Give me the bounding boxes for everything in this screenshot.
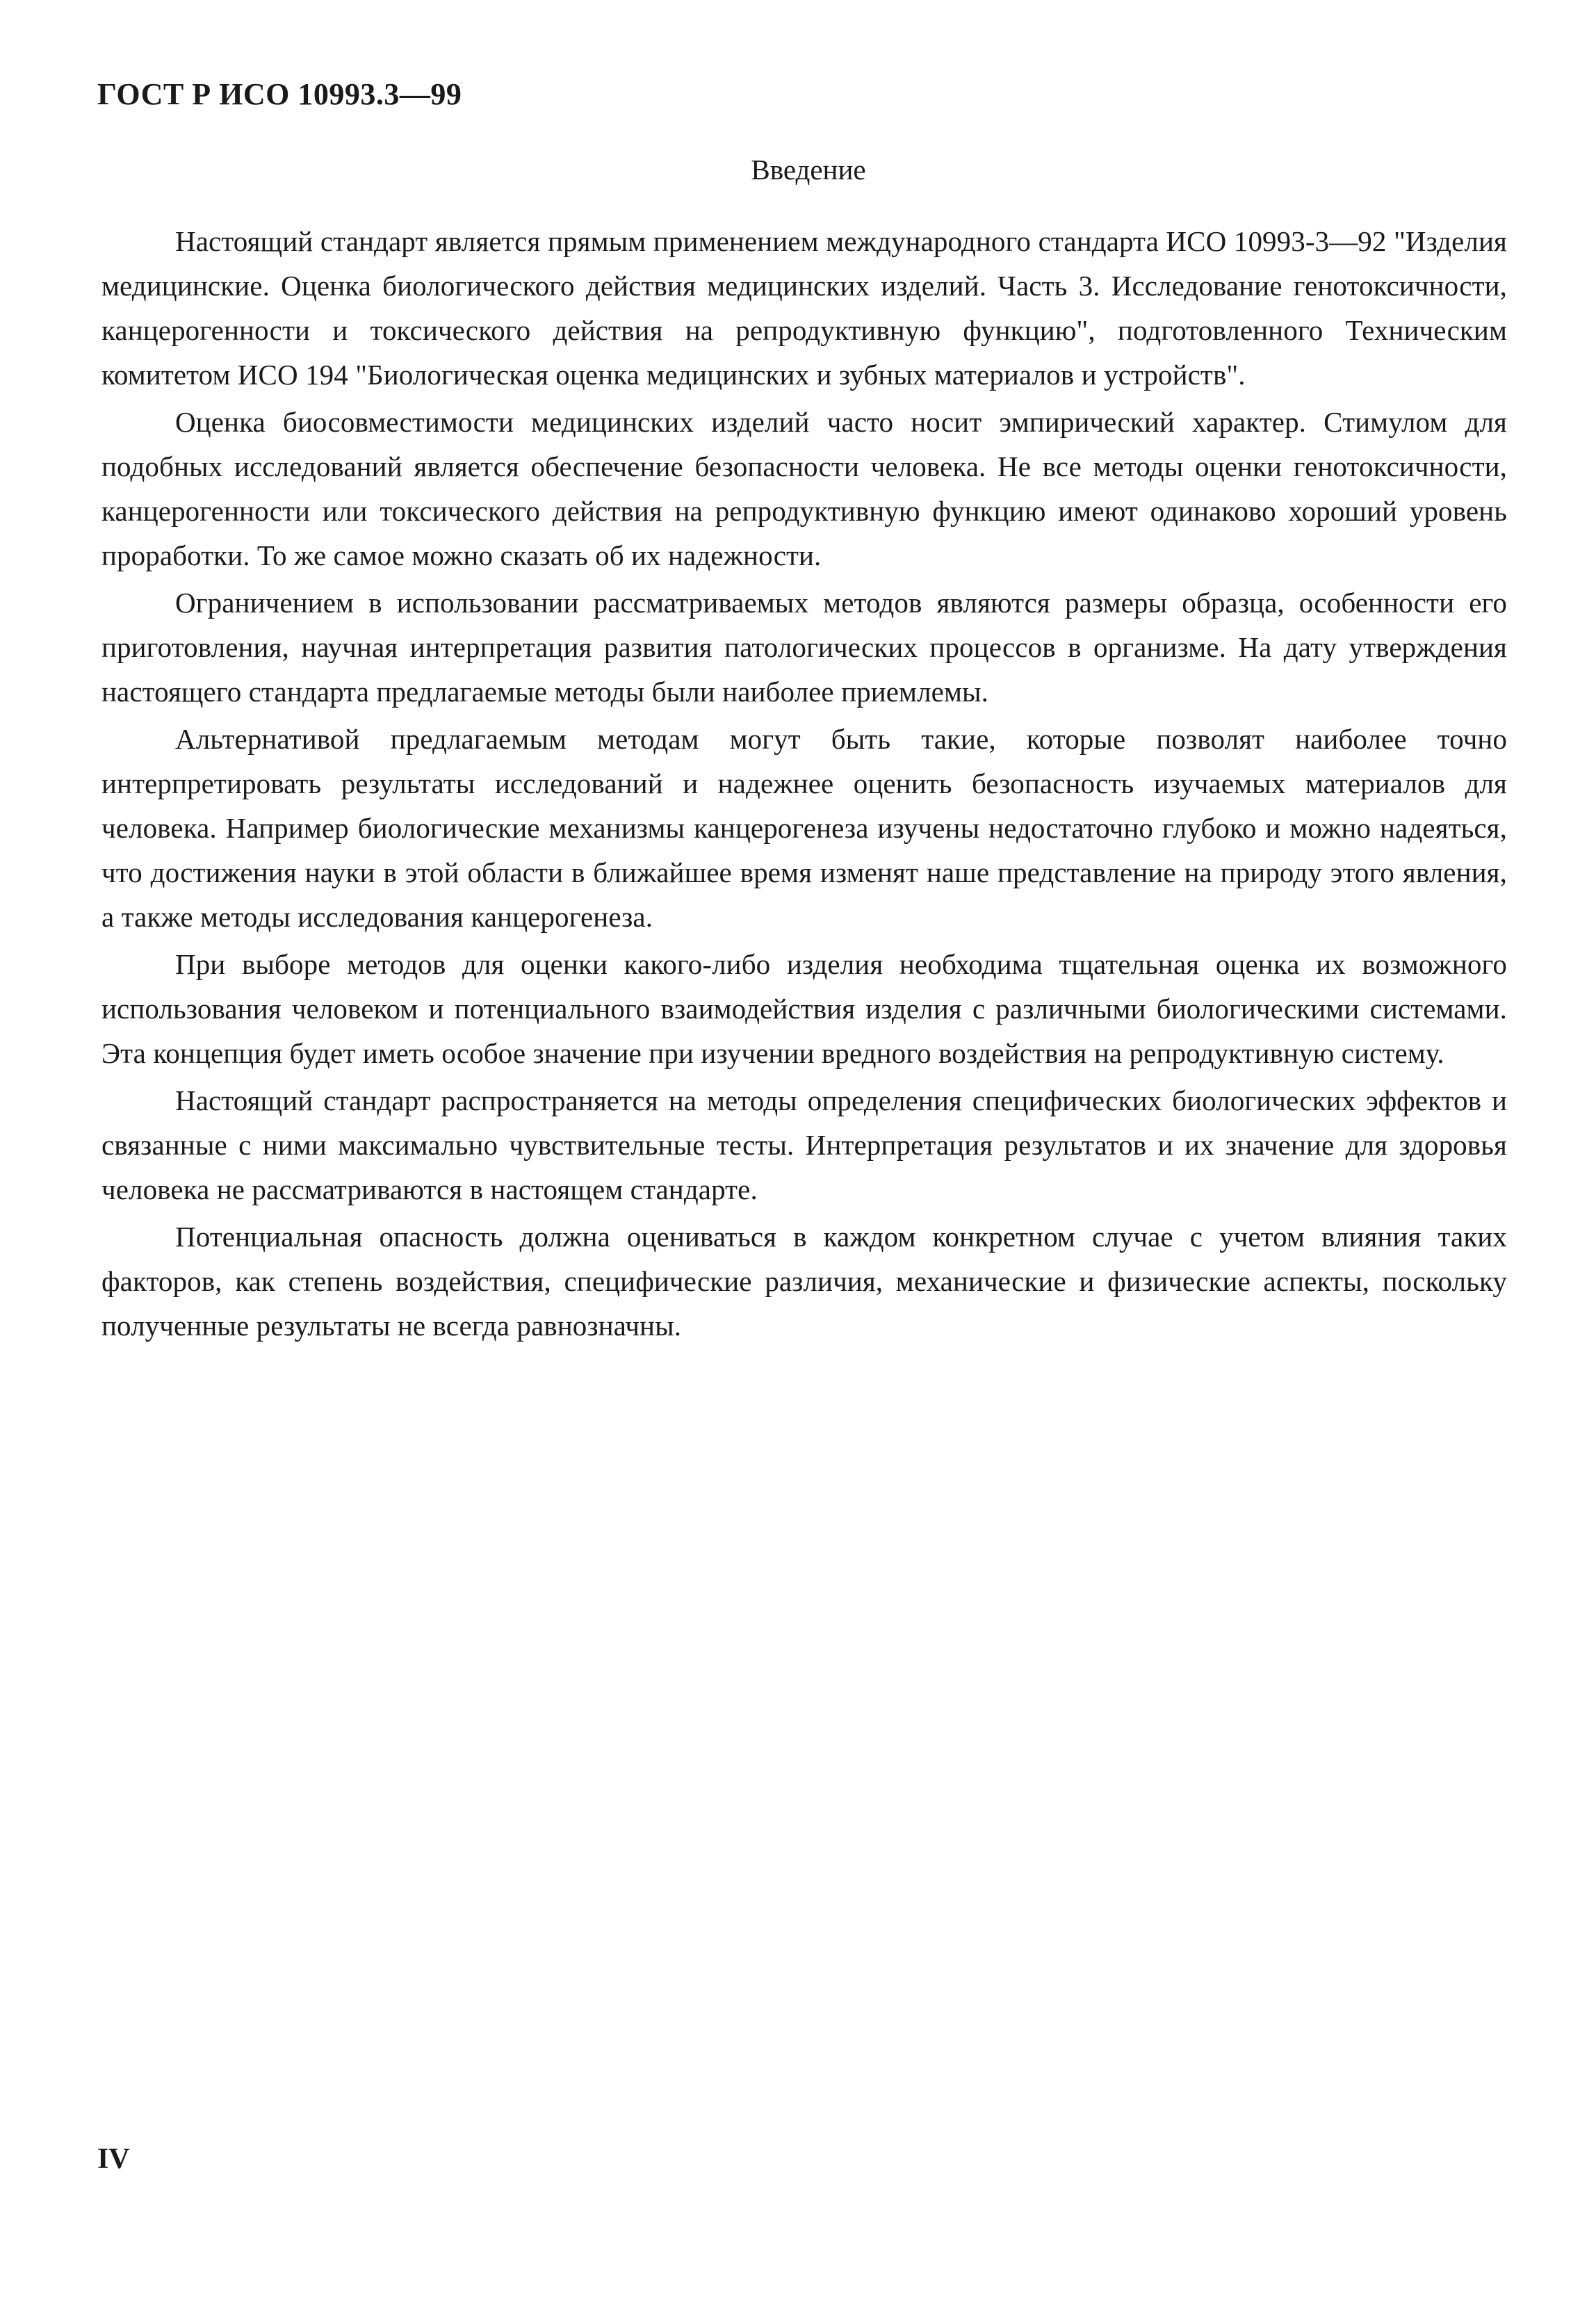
paragraph: Настоящий стандарт является прямым применением международного стандарта ИСО 10993-3—92 "Изделия медицинские. Оценка биологического действия медицинских изделий. Часть 3. Исследование генотоксичности, канцерогенности и токсического действия на репродуктивную функцию", подготовленного Техническим комитетом ИСО 194 "Биологическая оценка медицинских и зубных материалов и устройств". bbox=[101, 225, 1507, 391]
section-title: Введение bbox=[751, 154, 866, 186]
page-number: IV bbox=[97, 2143, 130, 2175]
paragraph: Оценка биосовместимости медицинских изделий часто носит эмпирический характер. Стимулом для подобных исследований является обеспечение безопасности человека. Не все методы оценки генотоксичности, канцерогенности или токсического действия на репродуктивную функцию имеют одинаково хороший уровень проработки. То же самое можно сказать об их надежности. bbox=[101, 406, 1507, 571]
paragraph: Потенциальная опасность должна оцениваться в каждом конкретном случае с учетом влияния таких факторов, как степень воздействия, специфические различия, механические и физические аспекты, поскольку полученные результаты не всегда равнозначны. bbox=[101, 1221, 1507, 1342]
paragraph: При выборе методов для оценки какого-либо изделия необходима тщательная оценка их возможного использования человеком и потенциального взаимодействия изделия с различными биологическими системами. Эта концепция будет иметь особое значение при изучении вредного воздействия на репродуктивную систему. bbox=[101, 948, 1507, 1069]
introduction-body bbox=[101, 219, 1507, 1351]
paragraph: Ограничением в использовании рассматриваемых методов являются размеры образца, особенности его приготовления, научная интерпретация развития патологических процессов в организме. На дату утверждения настоящего стандарта предлагаемые методы были наиболее приемлемы. bbox=[101, 587, 1507, 708]
paragraph: Настоящий стандарт распространяется на методы определения специфических биологических эффектов и связанные с ними максимально чувствительные тесты. Интерпретация результатов и их значение для здоровья человека не рассматриваются в настоящем стандарте. bbox=[101, 1084, 1507, 1205]
paragraph: Альтернативой предлагаемым методам могут быть такие, которые позволят наиболее точно интерпретировать результаты исследований и надежнее оценить безопасность изучаемых материалов для человека. Например биологические механизмы канцерогенеза изучены недостаточно глубоко и можно надеяться, что достижения науки в этой области в ближайшее время изменят наше представление на природу этого явления, а также методы исследования канцерогенеза. bbox=[101, 723, 1507, 933]
document-code: ГОСТ Р ИСО 10993.3—99 bbox=[97, 77, 462, 111]
